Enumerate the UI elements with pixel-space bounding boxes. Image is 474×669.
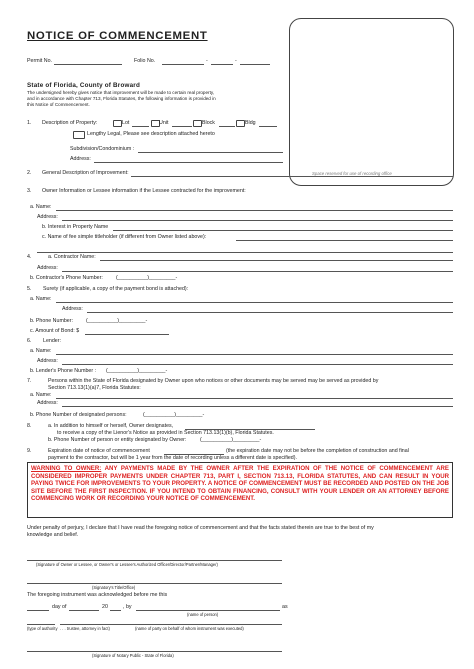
bldg-field[interactable] [259,126,277,127]
ack-year-field[interactable] [110,610,121,611]
s6-address-field[interactable] [62,364,453,365]
title-signature-line[interactable] [27,583,282,584]
intro-line-1: The undersigned hereby gives notice that improvement will be made to certain real property, [27,90,215,95]
block-label: Block [202,120,215,126]
s5-address-field[interactable] [87,312,453,313]
s9-label: Expiration date of notice of commencement [48,448,150,454]
s4-address-label: Address: [37,265,58,271]
s3-fee-simple-field[interactable] [236,240,453,241]
bldg-label: Bldg [245,120,256,126]
party-caption: (name of party on behalf of whom instrument was executed) [135,626,244,631]
s3-label: Owner Information or Lessee information if the Lessee contracted for the improvement: [42,188,246,194]
s7-phone-label: b. Phone Number of designated persons: [30,412,127,418]
folio-sep-1: - [206,58,208,64]
trustee-caption: . . . trustee, attorney in fact) [60,626,110,631]
s1-address-label: Address: [70,156,91,162]
s4-contractor-label: a. Contractor Name: [48,254,96,260]
s3-name-label: a. Name: [30,204,52,210]
warning-lead: WARNING TO OWNER: [31,465,102,472]
day-of-label: day of [52,604,67,610]
s3-interest-field[interactable] [113,230,453,231]
subdivision-field[interactable] [138,152,283,153]
s8-number: 8. [27,423,32,429]
s8-phone-field[interactable]: (__________)_________- [200,437,262,443]
s7-number: 7. [27,378,32,384]
s3-fee-simple-label: c. Name of fee simple titleholder (if different from Owner listed above): [42,234,207,240]
s7-label-2: Section 713.13(1)(a)7, Florida Statutes: [48,385,141,391]
lot-checkbox[interactable] [113,120,122,127]
recording-office-box [289,18,454,186]
owner-signature-line[interactable] [27,560,282,561]
s9-rest-1: (the expiration date may not be before the completion of construction and final [226,448,409,454]
perjury-line-1: Under penalty of perjury, I declare that I have read the foregoing notice of commencement and that the facts stated therein are true to the best of my [27,525,374,531]
s4-phone-label: b. Contractor's Phone Number: [30,275,103,281]
s5-name-label: a. Name: [30,296,52,302]
s5-number: 5. [27,286,32,292]
intro-line-2: and in accordance with Chapter 713, Florida Statutes, the following information is provided in [27,96,216,101]
s6-name-label: a. Name: [30,348,52,354]
folio-field-2[interactable] [211,64,233,65]
s7-name-field[interactable] [56,398,453,399]
s5-label: Surety (if applicable, a copy of the payment bond is attached): [43,286,189,292]
folio-field-3[interactable] [240,64,270,65]
s6-phone-field[interactable]: (__________)_________- [106,368,168,374]
s2-number: 2. [27,170,32,176]
s7-address-field[interactable] [62,406,453,407]
ack-authority-field[interactable] [27,624,55,625]
s1-label: Description of Property: [42,120,98,126]
owner-signature-caption: (Signature of Owner or Lessee, or Owner's or Lessee's Authorized Officer/Director/Partner/Manager) [36,562,218,567]
s4-number: 4. [27,254,32,260]
page-title: NOTICE OF COMMENCEMENT [27,30,208,42]
warning-to-owner-box [27,462,453,518]
lot-label: Lot [122,120,130,126]
s5-bond-label: c. Amount of Bond: $ [30,328,80,334]
warning-text: ANY PAYMENTS MADE BY THE OWNER AFTER THE EXPIRATION OF THE NOTICE OF COMMENCEMENT ARE CONSIDERED IMPROPER PAYMENTS UNDER CHAPTER 713, PART I, SECTION 713.13, FLORIDA STATUTES, AND CAN RESULT IN YOUR PAYING TWICE FOR IMPROVEMENTS TO YOUR PROPERTY. A NOTICE OF COMMENCEMENT MUST BE RECORDED AND POSTED ON THE JOB SITE BEFORE THE FIRST INSPECTION. IF YOU INTEND TO OBTAIN FINANCING, CONSULT WITH YOUR LENDER OR AN ATTORNEY BEFORE COMMENCING WORK OR RECORDING YOUR NOTICE OF COMMENCEMENT. [31,465,449,503]
folio-label: Folio No. [134,58,156,64]
s9-rest-2: payment to the contractor, but will be 1 year from the date of recording unless a different date is specified). [48,455,297,461]
ack-party-field[interactable] [60,624,282,625]
s7-name-label: a. Name: [30,392,52,398]
s2-field[interactable] [131,176,453,177]
s1-address-field[interactable] [94,162,283,163]
s5-phone-label: b. Phone Number: [30,318,73,324]
block-field[interactable] [219,126,235,127]
by-label: , by [123,604,132,610]
permit-label: Permit No. [27,58,53,64]
s8-phone-label: b. Phone Number of person or entity designated by Owner: [48,437,187,443]
folio-field-1[interactable] [162,64,204,65]
s6-phone-label: b. Lender's Phone Number : [30,368,97,374]
s3-extra-field[interactable] [37,252,453,253]
year-prefix-label: 20 [102,604,108,610]
unit-label: Unit [159,120,169,126]
s3-name-field[interactable] [56,210,453,211]
s5-phone-field[interactable]: (__________)_________- [86,318,148,324]
s2-label: General Description of Improvement: [42,170,129,176]
s1-number: 1. [27,120,32,126]
s5-address-label: Address: [62,306,83,312]
bldg-checkbox[interactable] [236,120,245,127]
s6-label: Lender: [43,338,61,344]
ack-day-field[interactable] [27,610,49,611]
s8-a-label: a. In addition to himself or herself, Owner designates, [48,423,174,429]
folio-sep-2: - [235,58,237,64]
s4-contractor-field[interactable] [100,260,453,261]
type-of-authority-caption: (type of authority [27,626,58,631]
unit-field[interactable] [172,126,192,127]
s9-number: 9. [27,448,32,454]
name-of-person-caption: (name of person) [187,612,219,617]
s7-address-label: Address: [37,400,58,406]
acknowledgement-text: The foregoing instrument was acknowledged before me this [27,592,168,598]
s3-number: 3. [27,188,32,194]
permit-field[interactable] [54,64,122,65]
s7-label-1: Persons within the State of Florida designated by Owner upon who notices or other documents may be served may be served as provided by [48,378,379,384]
lengthy-legal-label: Lengthy Legal, Please see description attached hereto [87,131,215,137]
s6-address-label: Address: [37,358,58,364]
notary-signature-caption: (Signature of Notary Public - State of Florida) [92,653,174,658]
title-signature-caption: (Signatory's Title/Office) [92,585,136,590]
s7-phone-field[interactable]: (__________)_________- [143,412,205,418]
recording-office-note: Space reserved for use of recording office [312,171,392,176]
s3-interest-label: b. Interest in Property Name [42,224,109,230]
perjury-line-2: knowledge and belief. [27,532,79,538]
state-county-line: State of Florida, County of Broward [27,82,140,89]
s6-name-field[interactable] [56,354,453,355]
ack-month-field[interactable] [69,610,99,611]
s3-address-field[interactable] [62,220,453,221]
ack-person-field[interactable] [136,610,280,611]
s5-name-field[interactable] [56,302,453,303]
intro-line-3: this Notice of Commencement. [27,102,90,107]
s4-address-field[interactable] [62,271,453,272]
notary-signature-line[interactable] [27,651,282,652]
lot-field[interactable] [132,126,149,127]
lengthy-legal-checkbox[interactable] [73,131,85,139]
s6-number: 6. [27,338,32,344]
s8-a-label-2: to receive a copy of the Lienor's Notice as provided in Section 713.13(1)(b), Florida Statutes. [57,430,274,436]
as-label: as [282,604,288,610]
s4-phone-field[interactable]: (__________)_________- [116,275,178,281]
s3-address-label: Address: [37,214,58,220]
subdivision-label: Subdivision/Condominium : [70,146,135,152]
block-checkbox[interactable] [193,120,202,127]
s5-bond-field[interactable] [85,334,169,335]
